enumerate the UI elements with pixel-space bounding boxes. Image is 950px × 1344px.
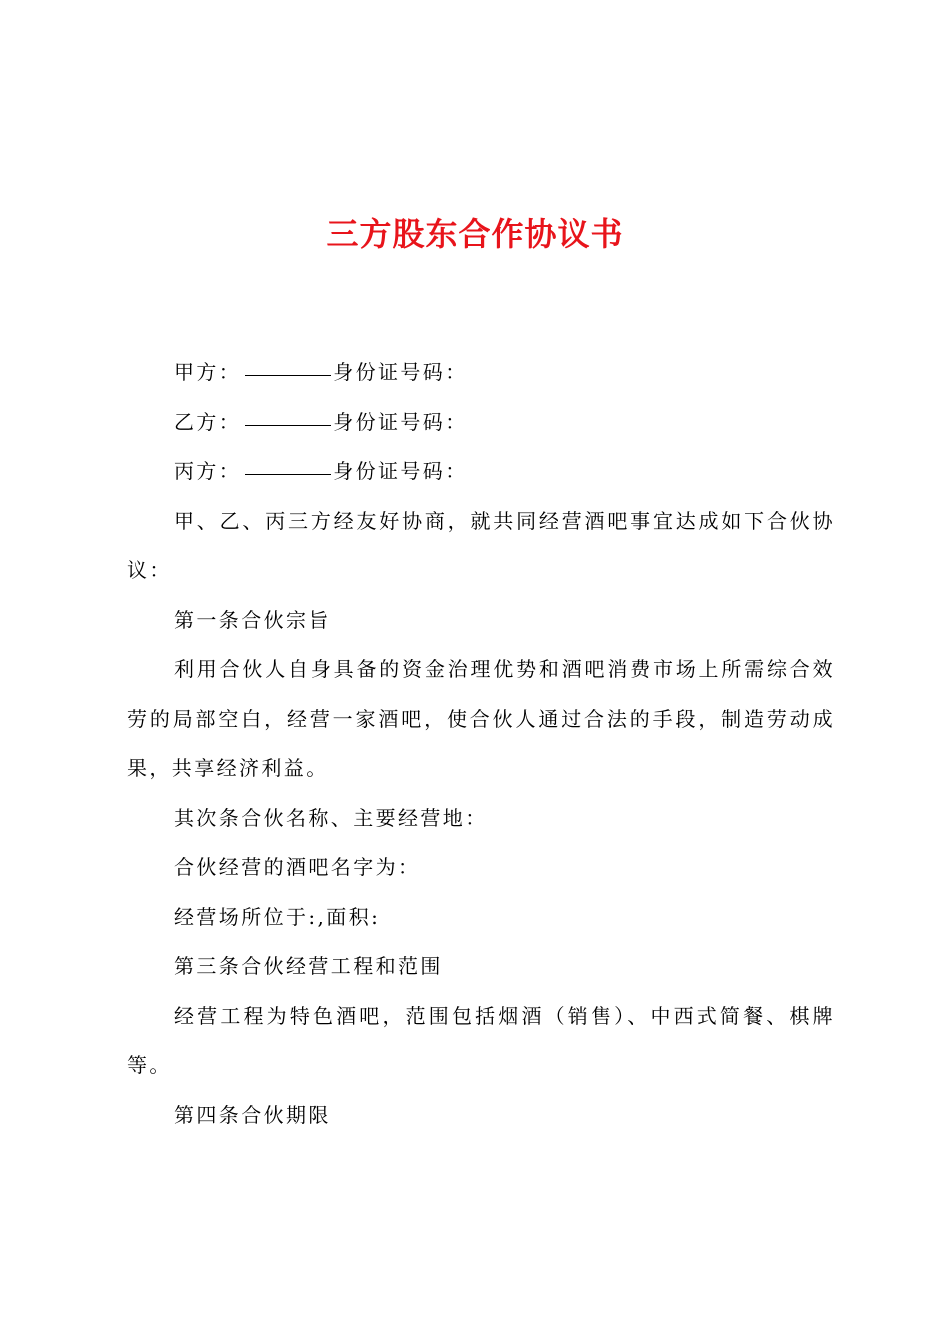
party-b-blank [245,424,331,426]
party-c-label: 丙方： [174,459,242,483]
party-a-label: 甲方： [174,360,242,384]
party-c-id-label: 身份证号码： [333,459,468,483]
party-c-line [127,447,835,497]
party-b-id-label: 身份证号码： [333,409,468,434]
party-a-id-label: 身份证号码： [333,360,468,384]
party-b-label: 乙方： [174,409,242,434]
party-b-line [127,398,835,448]
article-4-heading: 第四条合伙期限 [174,1102,331,1127]
document-body [127,348,835,1140]
article-3-heading: 第三条合伙经营工程和范围 [174,954,443,978]
article-2-heading: 其次条合伙名称、主要经营地： [174,805,488,830]
article-3-body: 经营工程为特色酒吧，范围包括烟酒（销售）、中西式简餐、棋牌等。 [127,1003,835,1077]
party-c-blank [245,473,331,475]
intro-paragraph: 甲、乙、丙三方经友好协商，就共同经营酒吧事宜达成如下合伙协议： [127,508,835,582]
article-2-location: 经营场所位于:,面积: [174,904,381,929]
article-2-name: 合伙经营的酒吧名字为： [174,855,421,879]
party-a-blank [245,374,331,376]
article-1-body: 利用合伙人自身具备的资金治理优势和酒吧消费市场上所需综合效劳的局部空白，经营一家酒吧，使合伙人通过合法的手段，制造劳动成果，共享经济利益。 [127,657,835,780]
document-title: 三方股东合作协议书 [326,215,624,253]
party-a-line [127,348,835,398]
article-1-heading: 第一条合伙宗旨 [174,607,331,632]
